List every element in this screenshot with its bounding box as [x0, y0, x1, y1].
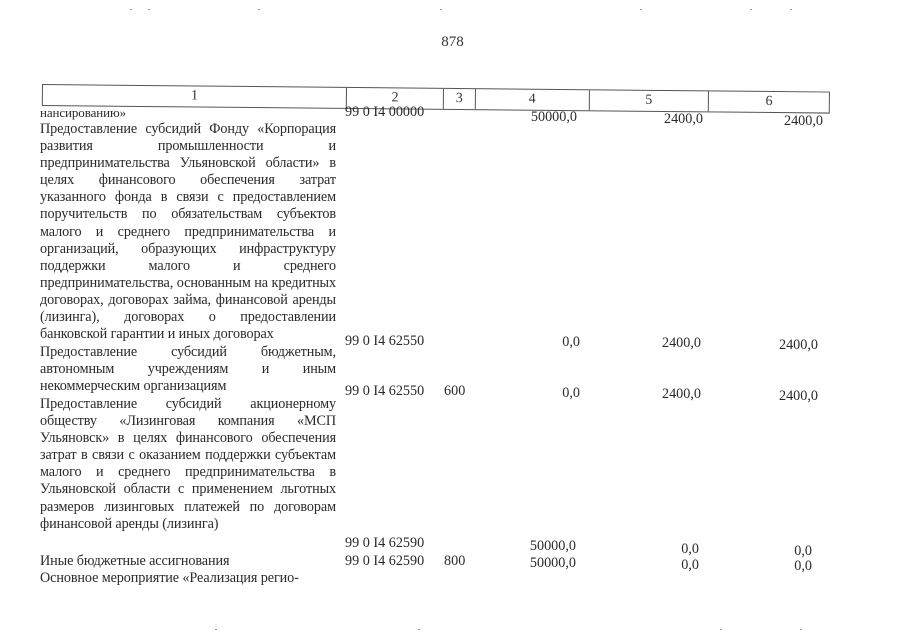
page-number: 878 — [441, 34, 464, 50]
scan-speck — [640, 9, 642, 10]
row-col5: 0,0 — [681, 541, 699, 557]
row-description: Предоставление субсидий Фонду «Корпорация развития промышленности и предпринимательства Ульяновской области» в целях финансового обеспечения затрат указанного фонда в связи с предоставлением поручительств по обязательствам субъектов малого и среднего предпринимательства и организаций, образующих инфраструктуру поддержки малого и среднего предпринимательства, основанным на кредитных договорах, договорах займа, финансовой аренды (лизинга), договорах о предоставлении банковской гарантии и иных договорах — [40, 121, 336, 343]
header-col-5: 5 — [589, 90, 709, 111]
header-col-3: 3 — [444, 89, 476, 109]
row-col6: 2400,0 — [778, 337, 818, 353]
row-code: 99 0 I4 62550 — [345, 333, 425, 349]
row-col5: 0,0 — [681, 557, 699, 573]
row-col4: 50000,0 — [529, 538, 576, 554]
row-col4: 50000,0 — [529, 555, 576, 571]
header-col-2: 2 — [347, 88, 444, 109]
row-col5: 2400,0 — [663, 111, 703, 127]
row-code: 99 0 I4 62590 — [345, 535, 425, 551]
row-col5: 2400,0 — [661, 335, 701, 351]
scan-speck — [800, 629, 802, 630]
header-col-4: 4 — [476, 89, 590, 110]
row-col6: 2400,0 — [778, 388, 818, 404]
row-code: 99 0 I4 00000 — [345, 104, 425, 120]
row-code: 99 0 I4 62590 — [345, 553, 425, 569]
row-vr: 600 — [444, 383, 466, 399]
scan-speck — [720, 629, 722, 630]
row-description: Иные бюджетные ассигнования — [40, 553, 230, 569]
row-description: Предоставление субсидий акционерному обществу «Лизинговая компания «МСП Ульяновск» в целях финансового обеспечения затрат в связи с оказанием поддержки субъектам малого и среднего предпринимательства в Ульяновской области с применением льготных размеров лизинговых платежей по договорам финансовой аренды (лизинга) — [40, 396, 336, 532]
scan-speck — [215, 629, 217, 630]
row-col4: 0,0 — [562, 385, 580, 401]
row-col4: 50000,0 — [530, 109, 577, 125]
header-col-6: 6 — [765, 93, 773, 110]
scan-speck — [750, 9, 752, 10]
table-header — [42, 84, 830, 114]
row-col6: 0,0 — [794, 558, 812, 574]
row-description: нансированию» — [40, 105, 126, 120]
row-col6: 2400,0 — [783, 113, 823, 129]
row-col5: 2400,0 — [661, 386, 701, 402]
scan-speck — [130, 9, 132, 10]
scan-speck — [148, 9, 150, 10]
header-col-1: 1 — [43, 85, 347, 108]
row-vr: 800 — [444, 553, 466, 569]
row-description: Предоставление субсидий бюджетным, автономным учреждениям и иным некоммерческим организациям — [40, 344, 336, 395]
scan-speck — [258, 9, 260, 10]
row-description: Основное мероприятие «Реализация регио- — [40, 570, 299, 586]
scan-speck — [790, 9, 792, 10]
row-col6: 0,0 — [794, 543, 812, 559]
scan-speck — [418, 629, 420, 630]
row-code: 99 0 I4 62550 — [345, 383, 425, 399]
scan-speck — [440, 9, 442, 10]
row-col4: 0,0 — [562, 334, 580, 350]
